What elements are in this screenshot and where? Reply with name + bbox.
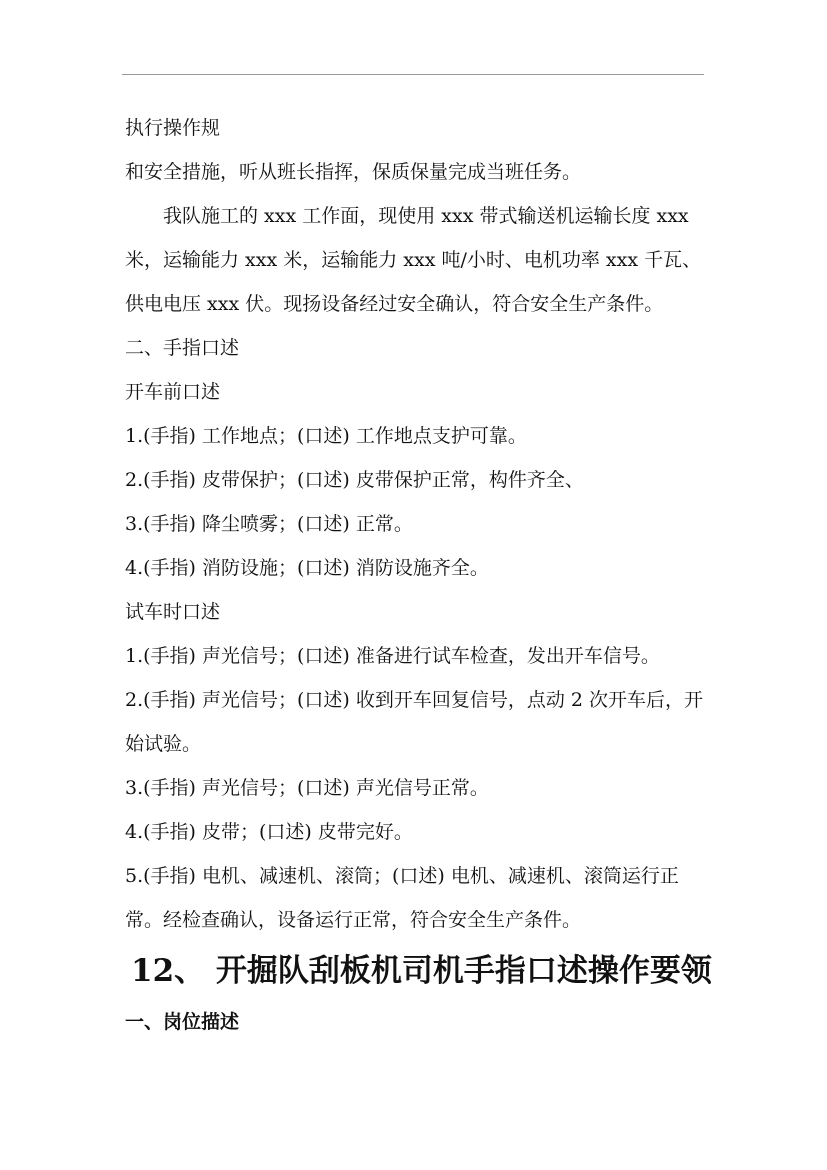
header-rule [122, 74, 704, 75]
intro-paragraph: 我队施工的 xxx 工作面，现使用 xxx 带式输送机运输长度 xxx 米，运输能力 xxx 米，运输能力 xxx 吨/小时、电机功率 xxx 千瓦、供电电压 xxx 伏。现扬设备经过安全确认，符合安全生产条件。 [125, 205, 702, 315]
list-item: 4.(手指) 皮带；(口述) 皮带完好。 [125, 821, 413, 843]
chapter-heading: 12、 开掘队刮板机司机手指口述操作要领 [131, 953, 712, 989]
list-item: 4.(手指) 消防设施；(口述) 消防设施齐全。 [125, 557, 489, 579]
document-body [125, 106, 712, 1044]
list-item: 5.(手指) 电机、减速机、滚筒；(口述) 电机、减速机、滚筒运行正常。经检查确认，设备运行正常，符合安全生产条件。 [125, 865, 679, 931]
text-line: 执行操作规 [125, 117, 221, 139]
list-item: 3.(手指) 声光信号；(口述) 声光信号正常。 [125, 777, 489, 799]
list-item: 3.(手指) 降尘喷雾；(口述) 正常。 [125, 513, 413, 535]
section-title: 二、手指口述 [125, 337, 240, 359]
list-item: 1.(手指) 声光信号；(口述) 准备进行试车检查，发出开车信号。 [125, 645, 660, 667]
list-item: 2.(手指) 皮带保护；(口述) 皮带保护正常，构件齐全、 [125, 469, 584, 491]
subsection-title: 试车时口述 [125, 601, 221, 623]
subsection-title: 开车前口述 [125, 381, 221, 403]
list-item: 1.(手指) 工作地点；(口述) 工作地点支护可靠。 [125, 425, 527, 447]
list-item: 2.(手指) 声光信号；(口述) 收到开车回复信号，点动 2 次开车后，开始试验。 [125, 689, 704, 755]
section-title: 一、岗位描述 [125, 1011, 240, 1033]
text-line: 和安全措施，听从班长指挥，保质保量完成当班任务。 [125, 161, 582, 183]
